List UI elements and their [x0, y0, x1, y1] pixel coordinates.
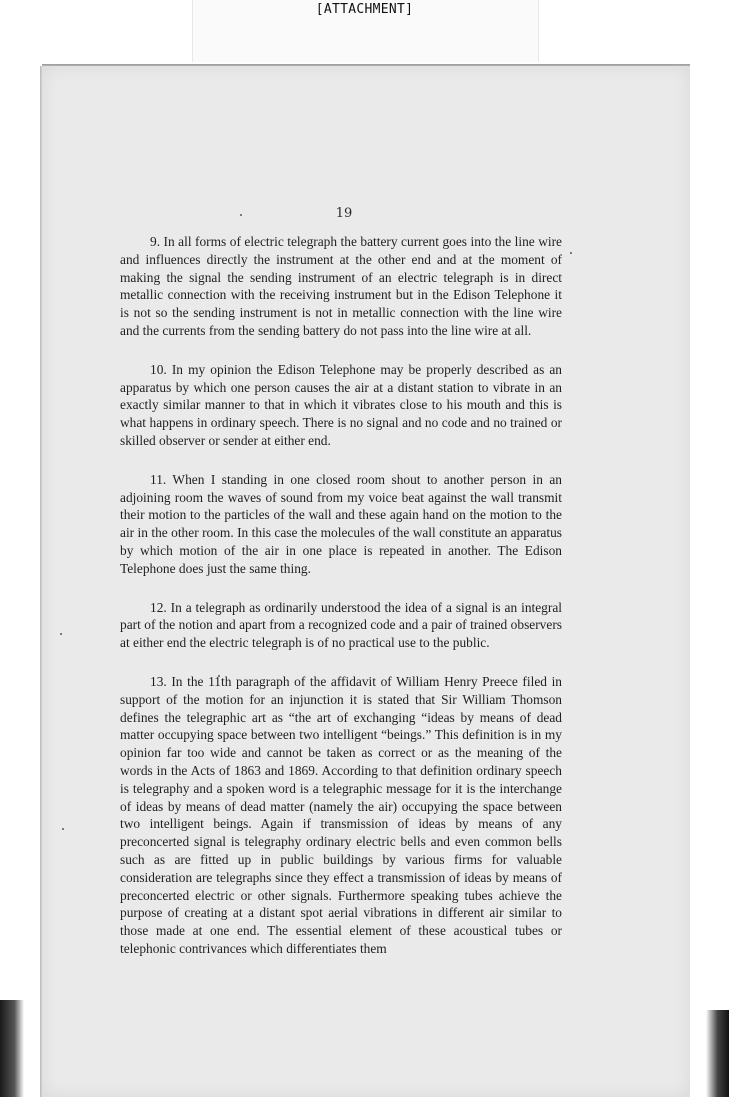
page-number: 19: [335, 206, 353, 221]
scan-speck: [60, 633, 62, 635]
scan-speck: [240, 214, 242, 216]
scan-speck: [570, 252, 572, 254]
paragraph-9: 9. In all forms of electric telegraph the battery current goes into the line wire and influences directly the instrument at the other end and at the moment of making the signal the sending instrument of an electric telegraph is in direct metallic connection with the receiving instrument but in the Edison Telephone it is not so the sending instrument is not in metallic connection with the line wire and the currents from the sending battery do not pass into the line wire at all.: [120, 234, 562, 338]
scan-shadow-left: [0, 1000, 24, 1097]
paragraph-13: 13. In the 11th paragraph of the affidavit of William Henry Preece filed in support of the motion for an injunction it is stated that Sir William Thomson defines the telegraphic art as “the art of exchanging “ideas by means of dead matter occupying space between two intelligent “beings.” This definition is in my opinion far too wide and cannot be taken as correct or as the meaning of the words in the Acts of 1863 and 1869. According to that definition ordinary speech is telegraphy and a spoken word is a telegraphic message for it is the interchange of ideas by means of dead matter (namely the air) occupying the space between two intelligent beings. Again if transmission of ideas by means of any preconcerted signal is telegraphy ordinary electric bells and even common bells such as are fitted up in public buildings by various firms for valuable consideration are telegraphs since they effect a transmission of ideas by means of preconcerted electric or other signals. Furthermore speaking tubes achieve the purpose of creating at a distant spot aerial vibrations in different air similar to those made at one end. The essential element of these acoustical tubes or telephonic contrivances which differentiates them: [120, 673, 562, 956]
scan-speck: [62, 828, 64, 830]
scan-shadow-right: [706, 1010, 729, 1097]
attachment-label: [ATTACHMENT]: [315, 2, 414, 17]
document-body: [120, 233, 562, 979]
paragraph-10: 10. In my opinion the Edison Telephone may be properly described as an apparatus by which one person causes the air at a distant station to vibrate in an exactly similar manner to that in which it vibrates close to his mouth and this is what happens in ordinary speech. There is no signal and no code and no trained or skilled observer or sender at either end.: [120, 361, 562, 448]
paragraph-11: 11. When I standing in one closed room shout to another person in an adjoining room the waves of sound from my voice beat against the wall transmit their motion to the particles of the wall and these again hand on the motion to the air in the other room. In this case the molecules of the wall constitute an apparatus by which motion of the air in one place is repeated in another. The Edison Telephone does just the same thing.: [120, 471, 562, 576]
paragraph-12: 12. In a telegraph as ordinarily understood the idea of a signal is an integral part of the notion and apart from a recognized code and a pair of trained observers at either end the electric telegraph is of no practical use to the public.: [120, 599, 562, 651]
